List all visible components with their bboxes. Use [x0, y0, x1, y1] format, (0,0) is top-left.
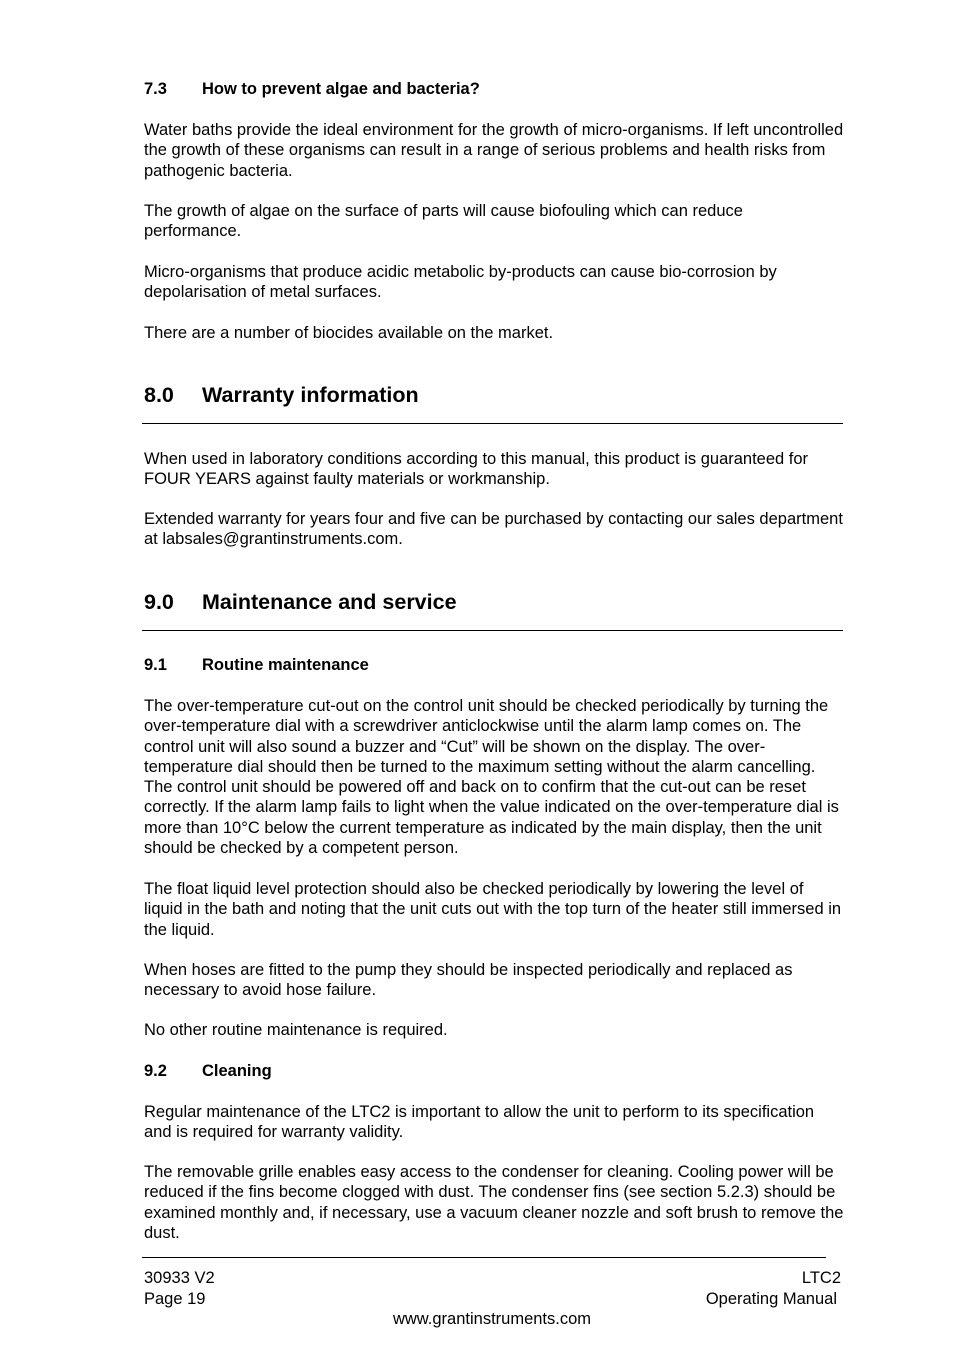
section-9-2-heading	[144, 1061, 272, 1081]
paragraph: Extended warranty for years four and five can be purchased by contacting our sales department at labsales@grantinstruments.com.	[144, 510, 843, 549]
section-number: 7.3	[144, 80, 167, 98]
paragraph: The growth of algae on the surface of parts will cause biofouling which can reduce performance.	[144, 202, 743, 241]
section-7-3-heading	[144, 79, 480, 99]
section-title: Maintenance and service	[202, 590, 457, 614]
paragraph: The float liquid level protection should also be checked periodically by lowering the level of liquid in the bath and noting that the unit cuts out with the top turn of the heater still immersed in the liquid.	[144, 880, 842, 939]
section-title: How to prevent algae and bacteria?	[202, 80, 480, 98]
paragraph: Micro-organisms that produce acidic metabolic by-products can cause bio-corrosion by depolarisation of metal surfaces.	[144, 263, 777, 302]
paragraph: Water baths provide the ideal environment for the growth of micro-organisms. If left uncontrolled the growth of these organisms can result in a range of serious problems and health risks from pathogenic bacteria.	[144, 121, 844, 180]
paragraph: When hoses are fitted to the pump they should be inspected periodically and replaced as necessary to avoid hose failure.	[144, 961, 793, 1000]
paragraph: Regular maintenance of the LTC2 is important to allow the unit to perform to its specification and is required for warranty validity.	[144, 1103, 815, 1142]
paragraph: There are a number of biocides available on the market.	[144, 324, 554, 342]
heading-rule	[142, 630, 843, 631]
heading-rule	[142, 423, 843, 424]
footer-rule	[142, 1257, 826, 1258]
section-number: 9.0	[144, 590, 174, 614]
section-title: Routine maintenance	[202, 656, 369, 674]
section-9-0-heading	[144, 589, 457, 615]
footer-doc-type: Operating Manual	[705, 1290, 837, 1308]
section-9-1-heading	[144, 655, 369, 675]
footer-page-number: Page 19	[144, 1290, 206, 1308]
section-number: 9.2	[144, 1062, 167, 1080]
paragraph: No other routine maintenance is required.	[144, 1021, 448, 1039]
paragraph: The removable grille enables easy access to the condenser for cleaning. Cooling power will be reduced if the fins become clogged with dust. The condenser fins (see section 5.2.3) should be examined monthly and, if necessary, use a vacuum cleaner nozzle and soft brush to remove the dust.	[144, 1163, 844, 1242]
footer-doc-number: 30933 V2	[144, 1269, 215, 1287]
section-title: Warranty information	[202, 383, 419, 407]
paragraph: The over-temperature cut-out on the control unit should be checked periodically by turning the over-temperature dial with a screwdriver anticlockwise until the alarm lamp comes on. The control unit will also sound a buzzer and “Cut” will be shown on the display. The over-temperature dial should then be turned to the maximum setting without the alarm cancelling. The control unit should be powered off and back on to confirm that the cut-out can be reset correctly. If the alarm lamp fails to light when the value indicated on the over-temperature dial is more than 10°C below the current temperature as indicated by the main display, then the unit should be checked by a competent person.	[144, 697, 839, 858]
section-number: 8.0	[144, 383, 174, 407]
footer-product: LTC2	[801, 1269, 841, 1287]
paragraph: When used in laboratory conditions according to this manual, this product is guaranteed for FOUR YEARS against faulty materials or workmanship.	[144, 450, 809, 489]
section-number: 9.1	[144, 656, 167, 674]
section-8-0-heading	[144, 382, 419, 408]
footer-website: www.grantinstruments.com	[392, 1310, 592, 1328]
section-title: Cleaning	[202, 1062, 272, 1080]
